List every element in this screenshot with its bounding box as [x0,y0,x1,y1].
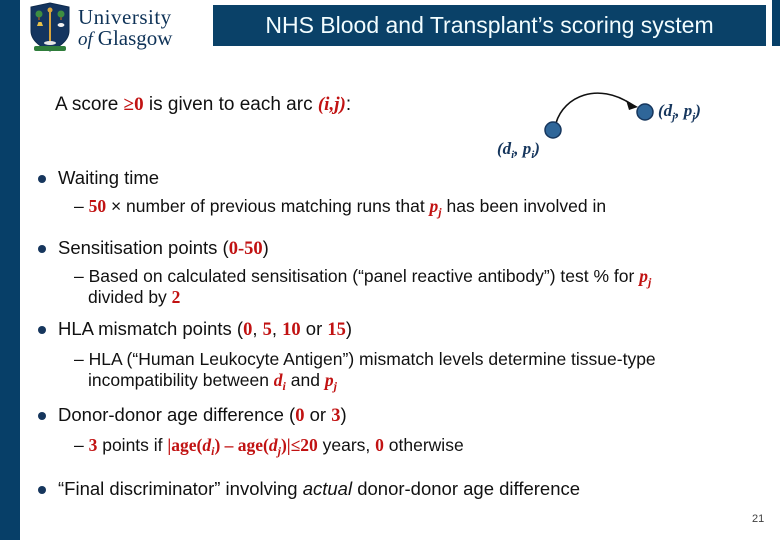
bullet-label: “Final discriminator” involving [58,478,303,499]
bullet-label: Waiting time [58,167,160,188]
bullet-label: donor-donor age difference [352,478,581,499]
label-close: ) [695,101,701,120]
bullet-icon [38,486,46,494]
label-sub2: j [692,111,696,123]
var-d-sub: i [282,379,286,393]
separator: or [300,318,328,339]
bullet-final-discriminator [58,478,580,500]
bullet-sensitisation [58,237,269,260]
logo-word-university: University [78,5,172,29]
intro-mid: is given to each arc [143,94,318,115]
label-mid: , p [675,101,693,120]
intro-arc-label: (i,j) [317,94,346,115]
bullet-label: HLA mismatch points ( [58,318,244,339]
sub-hla-line2 [88,370,337,391]
bullet-label: ) [340,404,347,425]
bullet-label: Sensitisation points ( [58,237,229,258]
logo-word-of-glasgow [78,28,172,49]
node-di-dot-icon [545,122,561,138]
age-value-0: 0 [295,406,305,426]
sub-waiting-time [74,196,606,217]
bullet-icon [38,175,46,183]
math-open: |age( [167,435,203,455]
sub-text: divided by [88,287,172,307]
sub-text: points if [97,435,168,455]
sub-hla-line1 [74,349,656,370]
label-sub2: i [531,149,535,161]
arc-arrowhead-icon [626,100,638,110]
bullet-label: ) [345,318,353,339]
node-label-dj-pj [658,101,701,121]
var-d-sub: j [277,444,281,458]
bullet-label: Donor-donor age difference ( [58,404,296,425]
university-crest-icon [28,2,72,54]
divisor-value: 2 [171,287,181,307]
var-p: p [324,370,334,390]
label-open: (d [658,101,673,120]
hla-value-15: 15 [327,320,346,340]
separator: , [252,318,263,339]
dash-marker: – [74,435,89,455]
separator: , [271,318,283,339]
page-number: 21 [752,513,765,525]
sub-text: years, [317,435,376,455]
otherwise-value: 0 [375,435,384,455]
var-p: p [639,266,648,286]
var-d: d [268,435,278,455]
var-p-sub: j [438,205,442,219]
var-p-sub: j [333,379,337,393]
age-points-value: 3 [88,435,98,455]
var-d: d [273,370,283,390]
dash-marker: – [74,349,89,369]
var-p: p [429,196,439,216]
label-open: (d [497,139,512,158]
sub-age-difference [74,435,464,456]
bullet-age-difference [58,404,347,427]
node-dj-dot-icon [637,104,653,120]
bullet-hla-mismatch [58,318,352,341]
dash-marker: – [74,196,89,216]
label-sub1: i [511,149,515,161]
hla-value-0: 0 [243,320,253,340]
node-label-di-pi [497,139,540,159]
bullet-icon [38,326,46,334]
math-mid: ) – age( [214,435,269,455]
bullet-label: ) [262,237,269,258]
math-close: )| [280,435,291,455]
sensitisation-range-value: 0-50 [228,239,263,259]
var-d-sub: i [211,444,215,458]
logo-word-of: of [78,29,93,50]
intro-score-value: ≥0 [123,94,144,115]
math-comparison: ≤20 [290,435,318,455]
sub-text: incompatibility between [88,370,274,390]
sub-text: otherwise [383,435,464,455]
arc-arrow-curve [556,93,631,123]
sub-text: and [285,370,325,390]
var-d: d [202,435,212,455]
university-logo [28,2,214,54]
separator: or [304,404,332,425]
sub-sensitisation-line2 [88,287,180,308]
slide-title-bar [213,5,766,46]
intro-sentence [55,94,351,116]
hla-value-10: 10 [282,320,301,340]
label-mid: , p [514,139,532,158]
logo-word-glasgow: Glasgow [97,26,173,50]
sub-sensitisation-line1 [74,266,651,287]
waiting-points-value: 50 [88,196,107,216]
intro-post: : [345,94,352,115]
dash-marker: – [74,266,89,286]
sub-text: × number of previous matching runs that [106,196,430,216]
sub-text: HLA (“Human Leukocyte Antigen”) mismatch levels determine tissue-type [88,349,656,369]
left-accent-bar [0,0,20,540]
label-close: ) [534,139,540,158]
emphasis-actual: actual [302,478,353,499]
bullet-icon [38,412,46,420]
sub-text: has been involved in [441,196,607,216]
label-sub1: j [672,111,676,123]
age-value-3: 3 [331,406,341,426]
right-accent-bar [772,0,780,46]
bullet-icon [38,245,46,253]
sub-text: Based on calculated sensitisation (“panel reactive antibody”) test % for [88,266,640,286]
logo-text [78,7,172,49]
hla-value-5: 5 [262,320,272,340]
slide-title: NHS Blood and Transplant’s scoring system [265,12,714,38]
intro-pre: A score [55,94,124,115]
var-p-sub: j [647,275,652,289]
bullet-waiting-time [58,167,159,189]
